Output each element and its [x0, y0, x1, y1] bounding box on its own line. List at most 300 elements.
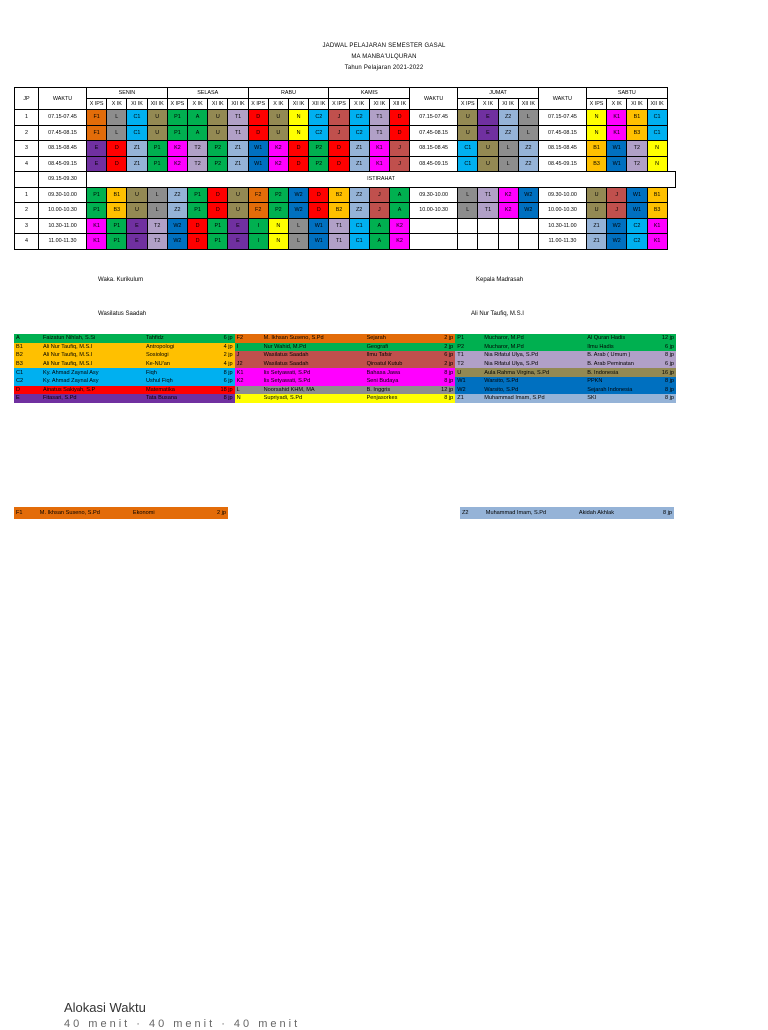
lesson-cell: W1	[627, 187, 647, 203]
lesson-cell: K2	[167, 156, 187, 172]
legend-subject: Qiroatul Kutub	[365, 360, 429, 369]
lesson-cell: K2	[268, 141, 288, 157]
lesson-cell: T1	[369, 125, 389, 141]
lesson-cell: Z2	[498, 110, 518, 126]
footer-code: Z2	[462, 510, 469, 516]
legend-name: Nia Rifatul Ulya, S.Pd	[482, 360, 585, 369]
jp-cell: 2	[15, 125, 39, 141]
lesson-cell: Z2	[518, 141, 538, 157]
day-header: SENIN	[87, 88, 168, 99]
class-header: XI IK	[288, 99, 308, 110]
lesson-cell: L	[458, 203, 478, 219]
class-header: X IPS	[87, 99, 107, 110]
footer-jp: 2 jp	[216, 510, 226, 516]
col-waktu-header: WAKTU	[410, 88, 458, 110]
lesson-cell: F2	[248, 187, 268, 203]
lesson-cell: B2	[329, 187, 349, 203]
lesson-cell: P2	[309, 141, 329, 157]
lesson-cell: T2	[187, 156, 207, 172]
lesson-cell: A	[187, 110, 207, 126]
lesson-cell: W1	[309, 234, 329, 250]
legend-jp: 12 jp	[649, 334, 676, 343]
legend-code: J	[235, 351, 262, 360]
lesson-cell: P1	[147, 141, 167, 157]
legend-subject: PPKN	[585, 377, 649, 386]
lesson-cell: P1	[107, 234, 127, 250]
lesson-cell: D	[107, 156, 127, 172]
lesson-cell	[458, 218, 478, 234]
lesson-cell: E	[478, 110, 498, 126]
lesson-cell: C1	[349, 218, 369, 234]
legend-name: Warsito, S.Pd	[482, 386, 585, 395]
teacher-legend-table	[14, 334, 676, 403]
lesson-cell: U	[268, 125, 288, 141]
lesson-cell: K1	[607, 110, 627, 126]
lesson-cell: P1	[208, 218, 228, 234]
class-header: XII IK	[309, 99, 329, 110]
lesson-cell: K1	[87, 234, 107, 250]
time-cell: 07.15-07.45	[538, 110, 586, 126]
lesson-cell: Z1	[127, 141, 147, 157]
legend-jp: 8 jp	[208, 368, 235, 377]
lesson-cell: B3	[586, 156, 606, 172]
lesson-cell: D	[107, 141, 127, 157]
lesson-cell: U	[147, 110, 167, 126]
lesson-cell: C1	[127, 125, 147, 141]
class-header: X IPS	[586, 99, 606, 110]
legend-subject: Ilmu Hadis	[585, 343, 649, 352]
legend-code: B1	[14, 343, 41, 352]
lesson-cell: J	[369, 187, 389, 203]
break-label: ISTIRAHAT	[87, 172, 676, 188]
legend-footer-left	[14, 507, 228, 519]
lesson-cell: D	[389, 110, 409, 126]
time-cell: 07.45-08.15	[410, 125, 458, 141]
lesson-cell: A	[389, 187, 409, 203]
legend-subject: Ilmu Tafsir	[365, 351, 429, 360]
legend-name: Ky. Ahmad Zaynal Asy	[41, 368, 144, 377]
lesson-cell: P1	[208, 234, 228, 250]
lesson-cell: D	[208, 203, 228, 219]
lesson-cell: C1	[458, 156, 478, 172]
lesson-cell: A	[369, 218, 389, 234]
lesson-cell: D	[309, 203, 329, 219]
time-cell: 09.30-10.00	[538, 187, 586, 203]
time-cell: 07.15-07.45	[410, 110, 458, 126]
lesson-cell: K1	[647, 234, 667, 250]
lesson-cell: T2	[147, 234, 167, 250]
alokasi-waktu-sub: 40 menit · 40 menit · 40 menit	[64, 1018, 301, 1030]
class-header: X IK	[187, 99, 207, 110]
legend-subject: B. Arab Peminatan	[585, 360, 649, 369]
legend-name: Wasilatus Saadah	[262, 351, 365, 360]
lesson-cell: J	[389, 141, 409, 157]
lesson-cell: N	[288, 125, 308, 141]
legend-name: M. Ikhsan Suseno, S.Pd	[262, 334, 365, 343]
lesson-cell: E	[87, 141, 107, 157]
class-header: XII IK	[147, 99, 167, 110]
legend-jp: 4 jp	[208, 343, 235, 352]
legend-subject: Fiqh	[144, 368, 208, 377]
lesson-cell: U	[127, 203, 147, 219]
col-jp-header: JP	[15, 88, 39, 110]
legend-jp: 18 jp	[208, 386, 235, 395]
lesson-cell: B1	[107, 187, 127, 203]
legend-subject: B. Arab ( Umum )	[585, 351, 649, 360]
lesson-cell: W1	[309, 218, 329, 234]
lesson-cell: F1	[87, 110, 107, 126]
jp-cell: 4	[15, 156, 39, 172]
lesson-cell: Z1	[228, 141, 248, 157]
legend-jp: 16 jp	[649, 368, 676, 377]
lesson-cell: T2	[627, 141, 647, 157]
break-time-cell: 09.15-09.30	[39, 172, 87, 188]
class-header: XI IK	[208, 99, 228, 110]
lesson-cell: B2	[329, 203, 349, 219]
lesson-cell: P1	[107, 218, 127, 234]
legend-code: C2	[14, 377, 41, 386]
legend-jp: 6 jp	[649, 360, 676, 369]
lesson-cell: E	[87, 156, 107, 172]
lesson-cell: Z2	[498, 125, 518, 141]
lesson-cell: C2	[349, 125, 369, 141]
lesson-cell: C1	[458, 141, 478, 157]
lesson-cell: U	[586, 203, 606, 219]
lesson-cell: T1	[329, 234, 349, 250]
footer-name: Muhammad Imam, S.Pd	[485, 510, 547, 516]
time-cell: 07.45-08.15	[39, 125, 87, 141]
lesson-cell: J	[607, 203, 627, 219]
lesson-cell: T2	[147, 218, 167, 234]
lesson-cell: U	[208, 125, 228, 141]
time-cell: 11.00-11.30	[538, 234, 586, 250]
jp-cell: 3	[15, 218, 39, 234]
legend-jp: 8 jp	[649, 351, 676, 360]
lesson-cell: A	[369, 234, 389, 250]
legend-jp: 8 jp	[649, 377, 676, 386]
legend-jp: 8 jp	[428, 368, 455, 377]
lesson-cell: I	[248, 234, 268, 250]
lesson-cell: I	[248, 218, 268, 234]
legend-name: Iis Setyawati, S.Pd	[262, 377, 365, 386]
footer-jp: 8 jp	[662, 510, 672, 516]
class-header: XI IK	[369, 99, 389, 110]
legend-code: F2	[235, 334, 262, 343]
jp-cell: 1	[15, 110, 39, 126]
legend-name: Noorsahid KHM, MA	[262, 386, 365, 395]
lesson-cell: J	[369, 203, 389, 219]
legend-jp: 8 jp	[208, 394, 235, 403]
jp-cell: 3	[15, 141, 39, 157]
lesson-cell: K2	[268, 156, 288, 172]
class-header: XI IK	[627, 99, 647, 110]
lesson-cell: B1	[627, 110, 647, 126]
lesson-cell: Z2	[167, 187, 187, 203]
legend-code: N	[235, 394, 262, 403]
legend-code: I	[235, 343, 262, 352]
lesson-cell: B3	[107, 203, 127, 219]
lesson-cell: J	[329, 125, 349, 141]
lesson-cell: L	[288, 234, 308, 250]
legend-code: W2	[455, 386, 482, 395]
lesson-cell: D	[187, 234, 207, 250]
lesson-cell: L	[458, 187, 478, 203]
lesson-cell: C2	[309, 125, 329, 141]
lesson-cell: K2	[498, 203, 518, 219]
time-cell: 08.15-08.45	[538, 141, 586, 157]
lesson-cell: C1	[349, 234, 369, 250]
lesson-cell: D	[329, 141, 349, 157]
time-cell: 07.45-08.15	[538, 125, 586, 141]
legend-jp: 8 jp	[649, 386, 676, 395]
legend-code: P2	[455, 343, 482, 352]
lesson-cell: P2	[208, 141, 228, 157]
lesson-cell: Z1	[586, 234, 606, 250]
lesson-cell: D	[187, 218, 207, 234]
legend-code: D	[14, 386, 41, 395]
col-waktu-header: WAKTU	[538, 88, 586, 110]
lesson-cell: B3	[627, 125, 647, 141]
legend-code: W1	[455, 377, 482, 386]
lesson-cell: K1	[369, 156, 389, 172]
lesson-cell	[478, 234, 498, 250]
lesson-cell: P1	[87, 203, 107, 219]
lesson-cell: N	[586, 125, 606, 141]
lesson-cell: L	[498, 156, 518, 172]
lesson-cell: J	[607, 187, 627, 203]
lesson-cell: U	[228, 187, 248, 203]
footer-subject: Akidah Akhlak	[578, 510, 615, 516]
legend-code: J2	[235, 360, 262, 369]
lesson-cell: N	[268, 218, 288, 234]
legend-jp: 6 jp	[208, 377, 235, 386]
lesson-cell: U	[228, 203, 248, 219]
lesson-cell: L	[147, 203, 167, 219]
lesson-cell: P2	[208, 156, 228, 172]
class-header: XI IK	[127, 99, 147, 110]
legend-subject: Tata Busana	[144, 394, 208, 403]
lesson-cell: P1	[147, 156, 167, 172]
lesson-cell: D	[208, 187, 228, 203]
lesson-cell: W2	[607, 234, 627, 250]
legend-name: Ky. Ahmad Zaynal Asy	[41, 377, 144, 386]
title-line-3: Tahun Pelajaran 2021-2022	[344, 65, 424, 71]
lesson-cell: Z1	[349, 156, 369, 172]
lesson-cell: L	[107, 125, 127, 141]
legend-jp: 12 jp	[428, 386, 455, 395]
lesson-cell: Z1	[349, 141, 369, 157]
lesson-cell: T1	[228, 110, 248, 126]
legend-code: T2	[455, 360, 482, 369]
lesson-cell: U	[478, 141, 498, 157]
legend-name: Iis Setyawati, S.Pd	[262, 368, 365, 377]
lesson-cell: K1	[87, 218, 107, 234]
class-header: XII IK	[518, 99, 538, 110]
time-cell: 08.15-08.45	[410, 141, 458, 157]
class-header: X IPS	[458, 99, 478, 110]
lesson-cell	[498, 234, 518, 250]
break-jp-cell	[15, 172, 39, 188]
legend-subject: Antropologi	[144, 343, 208, 352]
legend-jp: 8 jp	[428, 394, 455, 403]
lesson-cell: K2	[389, 234, 409, 250]
col-waktu-header: WAKTU	[39, 88, 87, 110]
lesson-cell: B1	[647, 187, 667, 203]
legend-footer-right	[460, 507, 674, 519]
class-header: X IK	[107, 99, 127, 110]
lesson-cell: C2	[627, 234, 647, 250]
time-cell: 10.00-10.30	[538, 203, 586, 219]
lesson-cell: Z2	[518, 156, 538, 172]
legend-jp: 4 jp	[208, 360, 235, 369]
legend-jp: 6 jp	[649, 343, 676, 352]
legend-code: E	[14, 394, 41, 403]
legend-subject: B. Inggris	[365, 386, 429, 395]
lesson-cell: T2	[627, 156, 647, 172]
legend-jp: 8 jp	[428, 377, 455, 386]
lesson-cell: D	[329, 156, 349, 172]
lesson-cell: K2	[498, 187, 518, 203]
lesson-cell: B1	[586, 141, 606, 157]
time-cell: 09.30-10.00	[410, 187, 458, 203]
lesson-cell: W2	[288, 187, 308, 203]
lesson-cell: N	[647, 156, 667, 172]
lesson-cell: L	[518, 125, 538, 141]
class-header: X IK	[268, 99, 288, 110]
lesson-cell: N	[586, 110, 606, 126]
class-header: X IPS	[248, 99, 268, 110]
legend-subject: Sejarah	[365, 334, 429, 343]
time-cell: 09.30-10.00	[39, 187, 87, 203]
legend-code: K2	[235, 377, 262, 386]
legend-name: Aula Rahma Virgina, S.Pd	[482, 368, 585, 377]
legend-subject: Ke-NU'an	[144, 360, 208, 369]
title-line-1: JADWAL PELAJARAN SEMESTER GASAL	[322, 43, 446, 49]
lesson-cell: Z1	[586, 218, 606, 234]
day-header: JUMAT	[458, 88, 539, 99]
time-cell: 11.00-11.30	[39, 234, 87, 250]
lesson-cell: J	[329, 110, 349, 126]
lesson-cell: D	[389, 125, 409, 141]
lesson-cell: W1	[607, 141, 627, 157]
lesson-cell: K1	[369, 141, 389, 157]
lesson-cell: W1	[607, 156, 627, 172]
alokasi-waktu-heading: Alokasi Waktu	[64, 1000, 146, 1015]
legend-name: Warsito, S.Pd	[482, 377, 585, 386]
lesson-cell: W2	[167, 218, 187, 234]
footer-code: F1	[16, 510, 23, 516]
lesson-cell: U	[147, 125, 167, 141]
lesson-cell: D	[248, 110, 268, 126]
class-header: XI IK	[498, 99, 518, 110]
legend-name: Mucharor, M.Pd	[482, 334, 585, 343]
lesson-cell	[458, 234, 478, 250]
lesson-cell: Z1	[127, 156, 147, 172]
lesson-cell: E	[478, 125, 498, 141]
lesson-cell: C1	[127, 110, 147, 126]
lesson-cell	[518, 234, 538, 250]
time-cell: 10.00-10.30	[410, 203, 458, 219]
lesson-cell: A	[389, 203, 409, 219]
signature-right-role: Kepala Madrasah	[476, 277, 524, 283]
class-header: X IPS	[167, 99, 187, 110]
legend-name: Wasilatus Saadah	[262, 360, 365, 369]
lesson-cell: L	[498, 141, 518, 157]
lesson-cell: D	[309, 187, 329, 203]
class-header: X IPS	[329, 99, 349, 110]
class-header: X IK	[349, 99, 369, 110]
lesson-cell: C2	[627, 218, 647, 234]
legend-name: Ainatus Sakiyah, S.P	[41, 386, 144, 395]
time-cell: 08.15-08.45	[39, 141, 87, 157]
time-cell: 08.45-09.15	[538, 156, 586, 172]
legend-subject: Bahasa Jawa	[365, 368, 429, 377]
legend-subject: Ushul Fiqh	[144, 377, 208, 386]
lesson-cell: P2	[309, 156, 329, 172]
footer-subject: Ekonomi	[132, 510, 155, 516]
lesson-cell: W1	[248, 141, 268, 157]
legend-subject: Sosiologi	[144, 351, 208, 360]
legend-jp: 2 jp	[428, 360, 455, 369]
lesson-cell: T1	[369, 110, 389, 126]
lesson-cell: K2	[167, 141, 187, 157]
lesson-cell: Z2	[349, 203, 369, 219]
lesson-cell: Z1	[228, 156, 248, 172]
lesson-cell: C1	[647, 110, 667, 126]
lesson-cell: U	[268, 110, 288, 126]
time-cell: 07.15-07.45	[39, 110, 87, 126]
lesson-cell: U	[458, 110, 478, 126]
schedule-table	[14, 87, 676, 250]
legend-subject: Geografi	[365, 343, 429, 352]
lesson-cell: N	[268, 234, 288, 250]
lesson-cell: F2	[248, 203, 268, 219]
lesson-cell: E	[228, 234, 248, 250]
class-header: XII IK	[228, 99, 248, 110]
time-cell: 08.45-09.15	[410, 156, 458, 172]
signature-left-role: Waka. Kurikulum	[98, 277, 144, 283]
legend-code: K1	[235, 368, 262, 377]
legend-subject: Tahfidz	[144, 334, 208, 343]
time-cell: 10.30-11.00	[538, 218, 586, 234]
lesson-cell: U	[127, 187, 147, 203]
lesson-cell: U	[208, 110, 228, 126]
day-header: RABU	[248, 88, 329, 99]
lesson-cell: T1	[329, 218, 349, 234]
legend-name: Supriyadi, S.Pd	[262, 394, 365, 403]
legend-subject: Seni Budaya	[365, 377, 429, 386]
legend-jp: 6 jp	[428, 351, 455, 360]
lesson-cell: P1	[187, 203, 207, 219]
legend-name: Fitasari, S.Pd	[41, 394, 144, 403]
legend-code: B3	[14, 360, 41, 369]
class-header: X IK	[478, 99, 498, 110]
lesson-cell: D	[288, 141, 308, 157]
legend-subject: B. Indonesia	[585, 368, 649, 377]
lesson-cell: L	[518, 110, 538, 126]
legend-name: Faizatun Nihlah, S.Si	[41, 334, 144, 343]
lesson-cell: Z2	[349, 187, 369, 203]
lesson-cell: P1	[167, 110, 187, 126]
day-header: SABTU	[586, 88, 667, 99]
lesson-cell: W2	[518, 203, 538, 219]
legend-name: Muhammad Imam, S.Pd	[482, 394, 585, 403]
lesson-cell: D	[248, 125, 268, 141]
time-cell: 10.00-10.30	[39, 203, 87, 219]
lesson-cell: U	[458, 125, 478, 141]
lesson-cell: W2	[518, 187, 538, 203]
lesson-cell: T1	[228, 125, 248, 141]
